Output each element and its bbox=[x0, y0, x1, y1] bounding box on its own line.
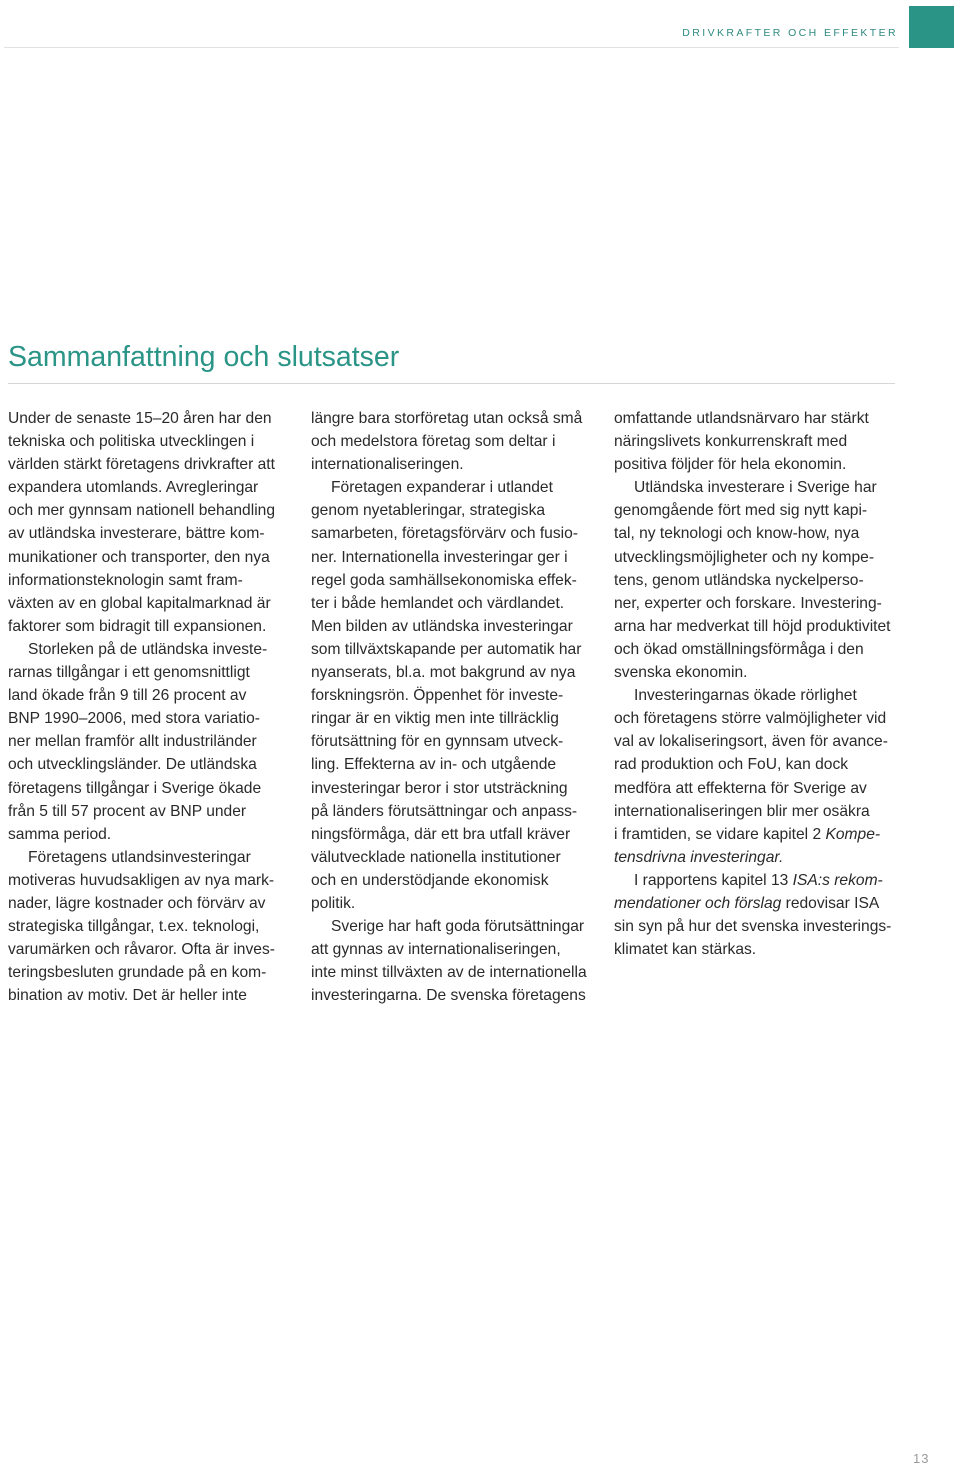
text-run: i framtiden, se vidare kapitel 2 bbox=[614, 825, 826, 843]
text-column-3 bbox=[614, 407, 904, 961]
text-line bbox=[311, 407, 601, 430]
text-run: sin syn på hur det svenska investerings- bbox=[614, 918, 892, 936]
text-line bbox=[614, 730, 904, 753]
text-line bbox=[8, 638, 298, 661]
text-line bbox=[311, 661, 601, 684]
text-run: genomgående fört med sig nytt kapi- bbox=[614, 502, 868, 520]
text-line bbox=[614, 592, 904, 615]
text-run: inte minst tillväxten av de internationella bbox=[311, 964, 587, 982]
text-run: ringar är en viktig men inte tillräcklig bbox=[311, 710, 559, 728]
text-run: ningsförmåga, där ett bra utfall kräver bbox=[311, 825, 571, 843]
text-line bbox=[311, 522, 601, 545]
text-run: investeringar beror i stor utsträckning bbox=[311, 779, 568, 797]
text-column-1 bbox=[8, 407, 298, 1007]
text-run: arna har medverkat till höjd produktivitet bbox=[614, 617, 891, 635]
text-line bbox=[614, 753, 904, 776]
text-line bbox=[311, 638, 601, 661]
text-run: munikationer och transporter, den nya bbox=[8, 548, 270, 566]
text-run: rarnas tillgångar i ett genomsnittligt bbox=[8, 664, 250, 682]
text-line bbox=[614, 892, 904, 915]
text-line bbox=[8, 522, 298, 545]
text-line bbox=[8, 707, 298, 730]
text-line bbox=[8, 615, 298, 638]
text-run: samma period. bbox=[8, 825, 112, 843]
text-line bbox=[614, 476, 904, 499]
text-line bbox=[8, 984, 298, 1007]
text-line bbox=[311, 707, 601, 730]
text-line bbox=[311, 615, 601, 638]
text-line bbox=[8, 569, 298, 592]
text-line bbox=[8, 499, 298, 522]
text-line bbox=[614, 499, 904, 522]
text-run: informationsteknologin samt fram- bbox=[8, 571, 243, 589]
text-run: omfattande utlandsnärvaro har stärkt bbox=[614, 410, 869, 427]
text-line bbox=[8, 661, 298, 684]
text-line bbox=[614, 938, 904, 961]
text-run: tal, ny teknologi och know-how, nya bbox=[614, 525, 860, 543]
text-run: ter i både hemlandet och värdlandet. bbox=[311, 594, 565, 612]
text-run: av utländska investerare, bättre kom- bbox=[8, 525, 265, 543]
text-run: nader, lägre kostnader och förvärv av bbox=[8, 894, 266, 912]
text-line bbox=[311, 430, 601, 453]
text-run: välutvecklade nationella institutioner bbox=[311, 848, 561, 866]
text-run: som tillväxtskapande per automatik har bbox=[311, 640, 582, 658]
text-run: Utländska investerare i Sverige har bbox=[634, 479, 877, 497]
text-run: medföra att effekterna för Sverige av bbox=[614, 779, 867, 797]
text-run: utvecklingsmöjligheter och ny kompe- bbox=[614, 548, 875, 566]
text-run: företagens tillgångar i Sverige ökade bbox=[8, 779, 262, 797]
text-run: redovisar ISA bbox=[781, 894, 880, 912]
text-run: Investeringarnas ökade rörlighet bbox=[634, 687, 857, 705]
running-header: DRIVKRAFTER OCH EFFEKTER bbox=[682, 27, 898, 39]
text-run: teringsbesluten grundade på en kom- bbox=[8, 964, 267, 982]
text-line bbox=[8, 961, 298, 984]
text-run: ner, experter och forskare. Investering- bbox=[614, 594, 882, 612]
text-line bbox=[614, 522, 904, 545]
text-line bbox=[8, 869, 298, 892]
text-line bbox=[8, 915, 298, 938]
text-line bbox=[311, 592, 601, 615]
text-run: strategiska tillgångar, t.ex. teknologi, bbox=[8, 918, 260, 936]
text-line bbox=[614, 684, 904, 707]
text-run: från 5 till 57 procent av BNP under bbox=[8, 802, 247, 820]
text-run: och mer gynnsam nationell behandling bbox=[8, 502, 275, 520]
text-run: ner. Internationella investeringar ger i bbox=[311, 548, 568, 566]
text-line bbox=[614, 777, 904, 800]
text-run: land ökade från 9 till 26 procent av bbox=[8, 687, 247, 705]
text-run: att gynnas av internationaliseringen, bbox=[311, 941, 561, 959]
text-run: politik. bbox=[311, 894, 356, 912]
text-line bbox=[311, 915, 601, 938]
text-run: faktorer som bidragit till expansionen. bbox=[8, 617, 267, 635]
text-column-2 bbox=[311, 407, 601, 1007]
accent-square bbox=[909, 6, 954, 48]
text-line bbox=[311, 869, 601, 892]
text-line bbox=[311, 800, 601, 823]
text-run: och medelstora företag som deltar i bbox=[311, 433, 556, 451]
italic-text-run: ISA:s rekom- bbox=[792, 871, 883, 889]
text-line bbox=[8, 846, 298, 869]
text-run: bination av motiv. Det är heller inte bbox=[8, 987, 247, 1005]
text-run: I rapportens kapitel 13 bbox=[634, 871, 793, 889]
italic-text-run: Kompe- bbox=[825, 825, 881, 843]
text-line bbox=[8, 753, 298, 776]
text-line bbox=[311, 892, 601, 915]
text-run: expandera utomlands. Avregleringar bbox=[8, 479, 259, 497]
text-run: förutsättning för en gynnsam utveck- bbox=[311, 733, 564, 751]
text-line bbox=[8, 938, 298, 961]
text-line bbox=[8, 892, 298, 915]
text-run: och ökad omställningsförmåga i den bbox=[614, 640, 864, 658]
text-line bbox=[8, 476, 298, 499]
text-run: Företagens utlandsinvesteringar bbox=[28, 848, 251, 866]
page-title: Sammanfattning och slutsatser bbox=[8, 341, 400, 373]
text-run: tens, genom utländska nyckelperso- bbox=[614, 571, 864, 589]
text-line bbox=[311, 938, 601, 961]
text-line bbox=[311, 546, 601, 569]
text-line bbox=[311, 823, 601, 846]
text-run: ner mellan framför allt industriländer bbox=[8, 733, 257, 751]
text-line bbox=[8, 684, 298, 707]
text-line bbox=[311, 730, 601, 753]
text-run: rad produktion och FoU, kan dock bbox=[614, 756, 849, 774]
text-run: internationaliseringen blir mer osäkra bbox=[614, 802, 870, 820]
text-run: motiveras huvudsakligen av nya mark- bbox=[8, 871, 275, 889]
text-line bbox=[311, 569, 601, 592]
header-divider bbox=[4, 47, 899, 48]
text-line bbox=[311, 984, 601, 1007]
text-line bbox=[614, 707, 904, 730]
text-run: och en understödjande ekonomisk bbox=[311, 871, 549, 889]
text-line bbox=[311, 777, 601, 800]
text-line bbox=[8, 823, 298, 846]
text-run: regel goda samhällsekonomiska effek- bbox=[311, 571, 577, 589]
text-line bbox=[614, 615, 904, 638]
text-line bbox=[8, 800, 298, 823]
text-line bbox=[614, 915, 904, 938]
text-run: Företagen expanderar i utlandet bbox=[331, 479, 553, 497]
text-line bbox=[614, 823, 904, 846]
text-line bbox=[8, 592, 298, 615]
text-run: näringslivets konkurrenskraft med bbox=[614, 433, 848, 451]
text-line bbox=[614, 846, 904, 869]
text-line bbox=[614, 407, 904, 430]
text-line bbox=[614, 546, 904, 569]
text-run: och företagens större valmöjligheter vid bbox=[614, 710, 887, 728]
text-run: tekniska och politiska utvecklingen i bbox=[8, 433, 255, 451]
text-line bbox=[311, 961, 601, 984]
text-line bbox=[614, 453, 904, 476]
text-run: positiva följder för hela ekonomin. bbox=[614, 456, 847, 474]
text-run: nyanserats, bl.a. mot bakgrund av nya bbox=[311, 664, 576, 682]
text-run: Storleken på de utländska investe- bbox=[28, 640, 268, 658]
text-line bbox=[311, 753, 601, 776]
text-run: svenska ekonomin. bbox=[614, 664, 748, 682]
text-line bbox=[614, 661, 904, 684]
text-run: längre bara storföretag utan också små bbox=[311, 410, 583, 427]
text-run: varumärken och råvaror. Ofta är inves- bbox=[8, 941, 275, 959]
text-line bbox=[614, 430, 904, 453]
italic-text-run: tensdrivna investeringar. bbox=[614, 848, 784, 866]
text-run: samarbeten, företagsförvärv och fusio- bbox=[311, 525, 578, 543]
text-run: internationaliseringen. bbox=[311, 456, 464, 474]
text-line bbox=[8, 407, 298, 430]
text-run: ling. Effekterna av in- och utgående bbox=[311, 756, 557, 774]
text-run: och utvecklingsländer. De utländska bbox=[8, 756, 257, 774]
text-line bbox=[614, 569, 904, 592]
text-line bbox=[311, 499, 601, 522]
text-run: forskningsrön. Öppenhet för investe- bbox=[311, 687, 564, 705]
text-run: Sverige har haft goda förutsättningar bbox=[331, 918, 585, 936]
text-run: klimatet kan stärkas. bbox=[614, 941, 757, 959]
text-run: världen stärkt företagens drivkrafter att bbox=[8, 456, 275, 474]
text-run: investeringarna. De svenska företagens bbox=[311, 987, 586, 1005]
text-line bbox=[311, 476, 601, 499]
title-divider bbox=[8, 383, 895, 384]
text-line bbox=[8, 730, 298, 753]
text-line bbox=[614, 869, 904, 892]
text-run: växten av en global kapitalmarknad är bbox=[8, 594, 271, 612]
text-line bbox=[311, 846, 601, 869]
text-line bbox=[311, 684, 601, 707]
text-line bbox=[8, 777, 298, 800]
text-run: Under de senaste 15–20 åren har den bbox=[8, 410, 272, 427]
text-line bbox=[8, 546, 298, 569]
text-line bbox=[614, 638, 904, 661]
text-line bbox=[8, 453, 298, 476]
text-run: Men bilden av utländska investeringar bbox=[311, 617, 573, 635]
text-line bbox=[8, 430, 298, 453]
text-run: val av lokaliseringsort, även för avance- bbox=[614, 733, 888, 751]
page-number: 13 bbox=[913, 1451, 930, 1466]
italic-text-run: mendationer och förslag bbox=[614, 894, 782, 912]
text-line bbox=[614, 800, 904, 823]
text-run: genom nyetableringar, strategiska bbox=[311, 502, 546, 520]
text-run: BNP 1990–2006, med stora variatio- bbox=[8, 710, 260, 728]
text-line bbox=[311, 453, 601, 476]
text-run: på länders förutsättningar och anpass- bbox=[311, 802, 578, 820]
